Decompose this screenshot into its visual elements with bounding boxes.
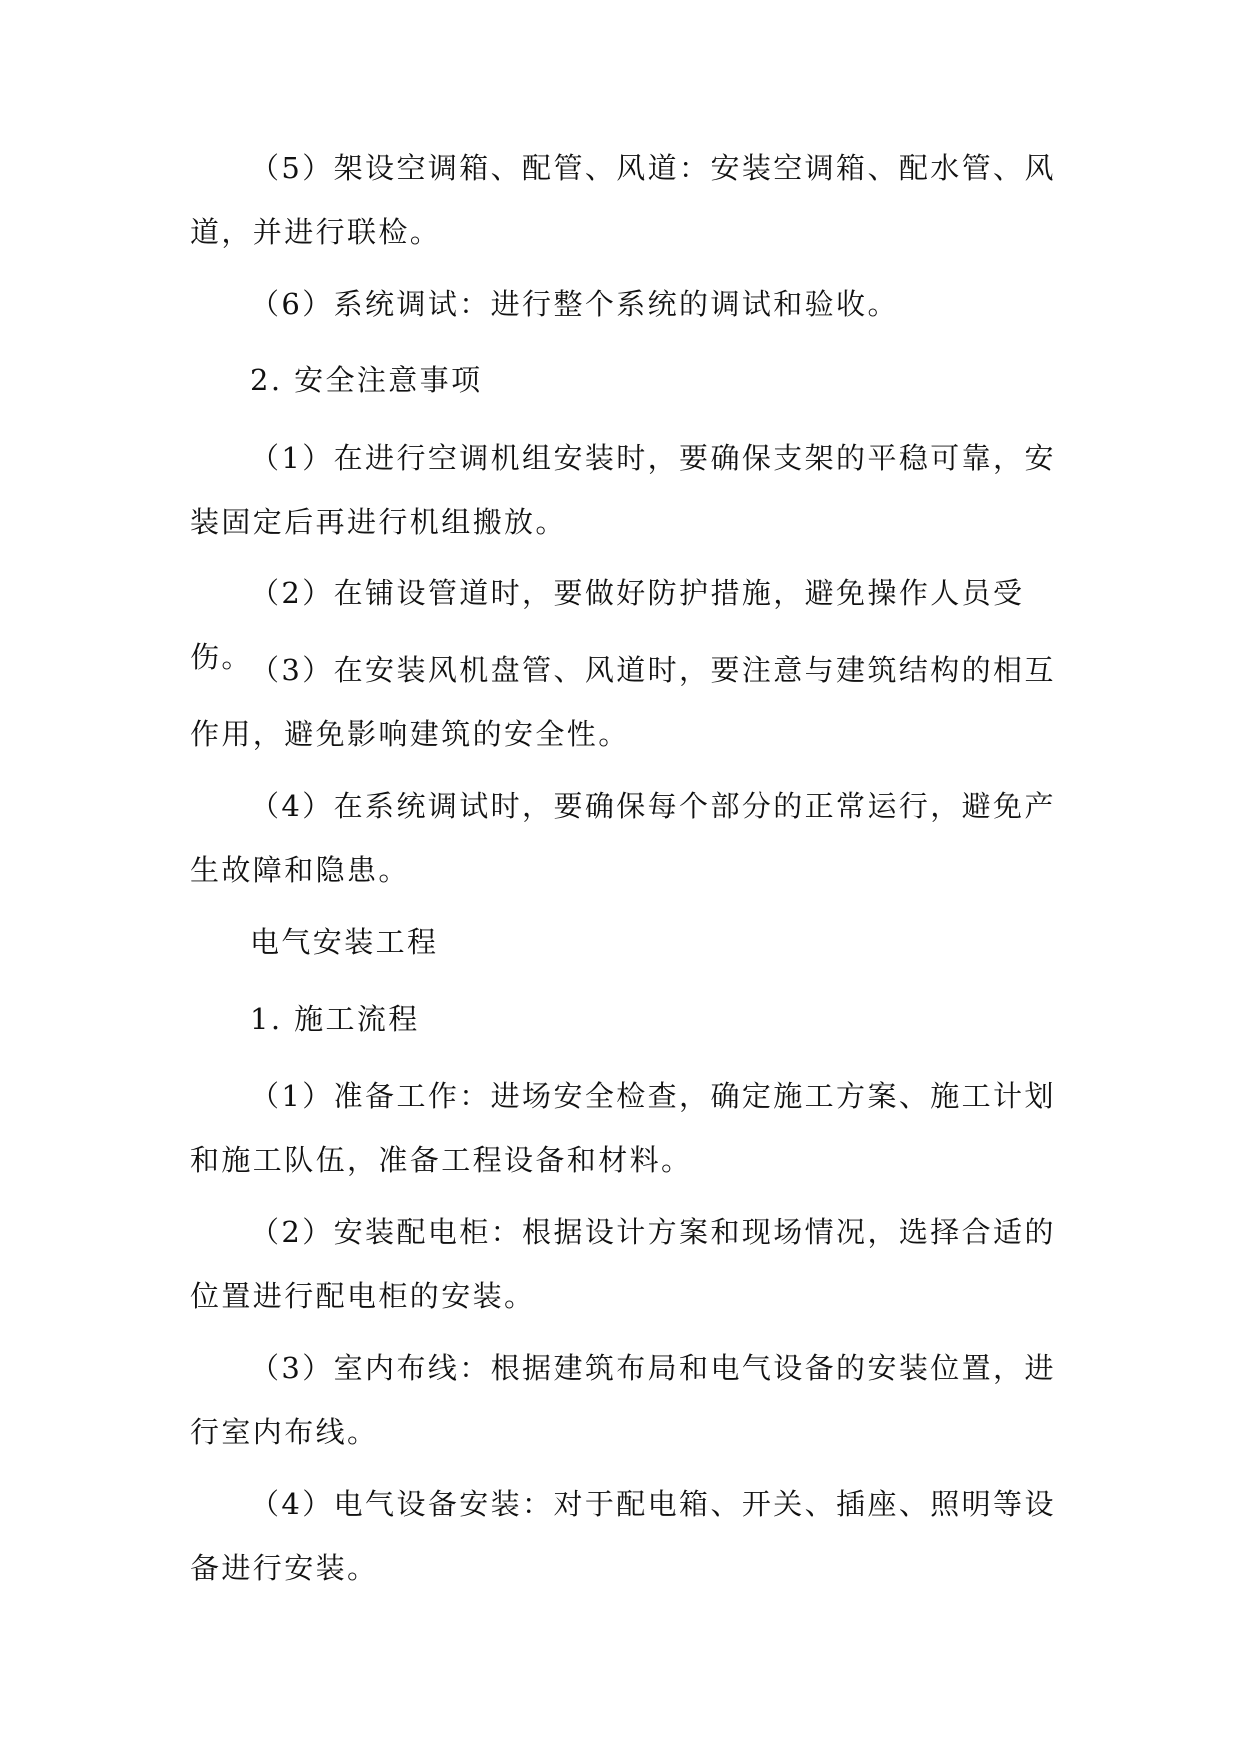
heading-safety-notes: 2. 安全注意事项 bbox=[250, 363, 483, 397]
heading-construction-flow: 1. 施工流程 bbox=[250, 1002, 420, 1036]
paragraph-safety-3: （3）在安装风机盘管、风道时，要注意与建筑结构的相互作用，避免影响建筑的安全性。 bbox=[190, 653, 1056, 751]
paragraph-flow-1: （1）准备工作：进场安全检查，确定施工方案、施工计划和施工队伍，准备工程设备和材料。 bbox=[190, 1079, 1056, 1177]
paragraph-safety-4: （4）在系统调试时，要确保每个部分的正常运行，避免产生故障和隐患。 bbox=[190, 789, 1056, 887]
paragraph-aircon-install: （5）架设空调箱、配管、风道：安装空调箱、配水管、风道，并进行联检。 bbox=[190, 151, 1056, 249]
heading-electrical: 电气安装工程 bbox=[250, 925, 439, 959]
paragraph-flow-4: （4）电气设备安装：对于配电箱、开关、插座、照明等设备进行安装。 bbox=[190, 1487, 1056, 1585]
paragraph-safety-2: （2）在铺设管道时，要做好防护措施，避免操作人员受伤。 bbox=[190, 576, 1025, 674]
paragraph-flow-2: （2）安装配电柜：根据设计方案和现场情况，选择合适的位置进行配电柜的安装。 bbox=[190, 1215, 1056, 1313]
paragraph-safety-1: （1）在进行空调机组安装时，要确保支架的平稳可靠，安装固定后再进行机组搬放。 bbox=[190, 441, 1056, 539]
paragraph-flow-3: （3）室内布线：根据建筑布局和电气设备的安装位置，进行室内布线。 bbox=[190, 1351, 1056, 1449]
paragraph-system-test: （6）系统调试：进行整个系统的调试和验收。 bbox=[250, 287, 899, 321]
